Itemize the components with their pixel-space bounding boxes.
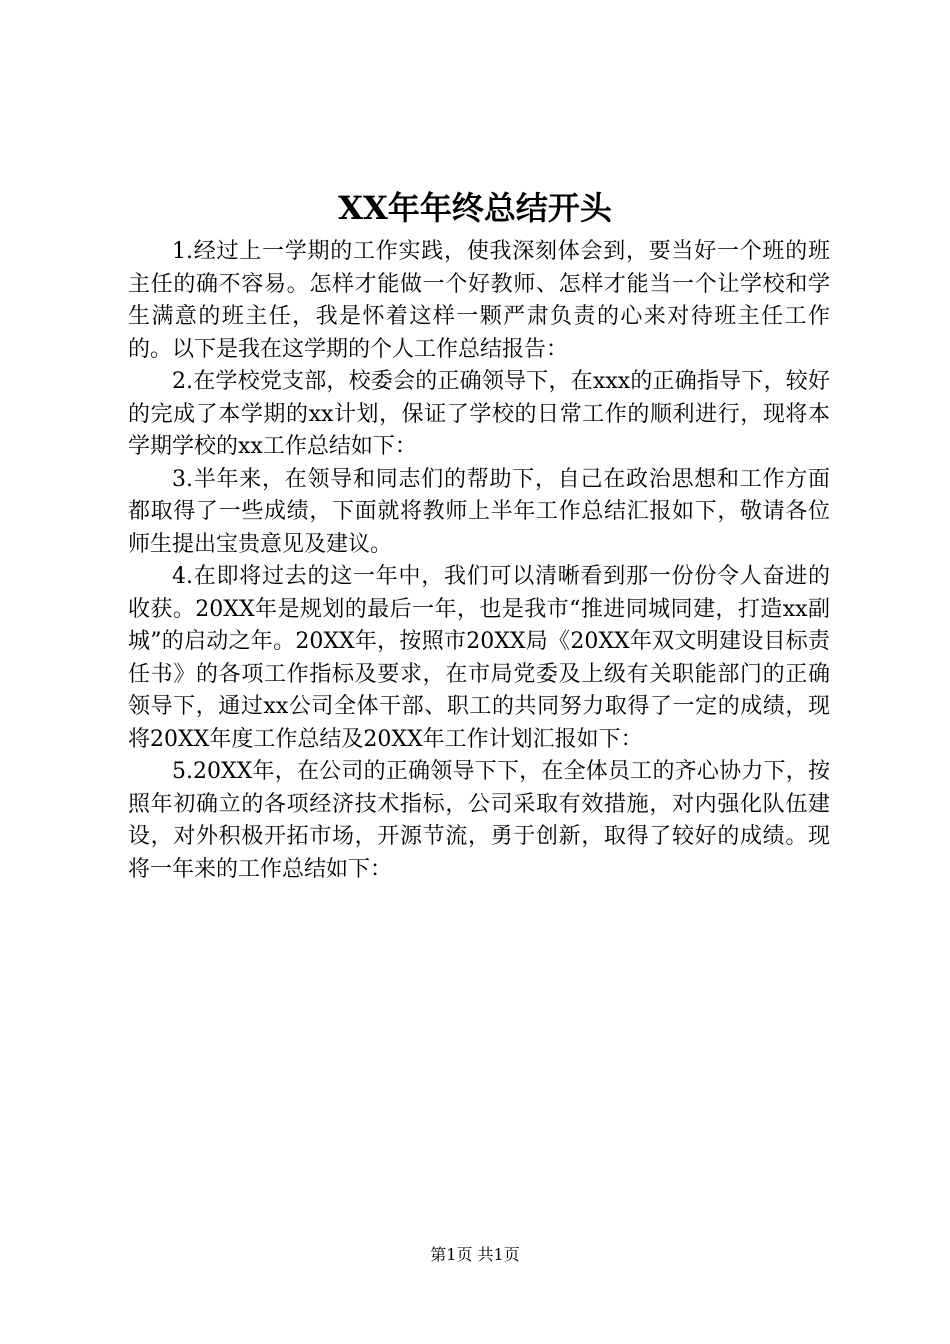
paragraph-2: 2.在学校党支部，校委会的正确领导下，在xxx的正确指导下，较好的完成了本学期的xx计划，保证了学校的日常工作的顺利进行，现将本学期学校的xx工作总结如下：: [128, 369, 830, 459]
paragraph-3: 3.半年来，在领导和同志们的帮助下，自己在政治思想和工作方面都取得了一些成绩，下面就将教师上半年工作总结汇报如下，敬请各位师生提出宝贵意见及建议。: [128, 466, 830, 557]
paragraph-1: 1.经过上一学期的工作实践，使我深刻体会到，要当好一个班的班主任的确不容易。怎样才能做一个好教师、怎样才能当一个让学校和学生满意的班主任，我是怀着这样一颗严肃负责的心来对待班主任工作的。以下是我在这学期的个人工作总结报告：: [128, 239, 830, 362]
paragraph-5: 5.20XX年，在公司的正确领导下下，在全体员工的齐心协力下，按照年初确立的各项经济技术指标，公司采取有效措施，对内强化队伍建设，对外积极开拓市场，开源节流，勇于创新，取得了较好的成绩。现将一年来的工作总结如下：: [128, 759, 830, 882]
document-title: XX年年终总结开头: [338, 189, 612, 227]
document-body: [128, 236, 830, 886]
page-footer: 第1页 共1页: [430, 1245, 520, 1264]
paragraph-4: 4.在即将过去的这一年中，我们可以清晰看到那一份份令人奋进的收获。20XX年是规划的最后一年，也是我市“推进同城同建，打造xx副城”的启动之年。20XX年，按照市20XX局《20XX年双文明建设目标责任书》的各项工作指标及要求，在市局党委及上级有关职能部门的正确领导下，通过xx公司全体干部、职工的共同努力取得了一定的成绩，现将20XX年度工作总结及20XX年工作计划汇报如下：: [128, 564, 830, 752]
